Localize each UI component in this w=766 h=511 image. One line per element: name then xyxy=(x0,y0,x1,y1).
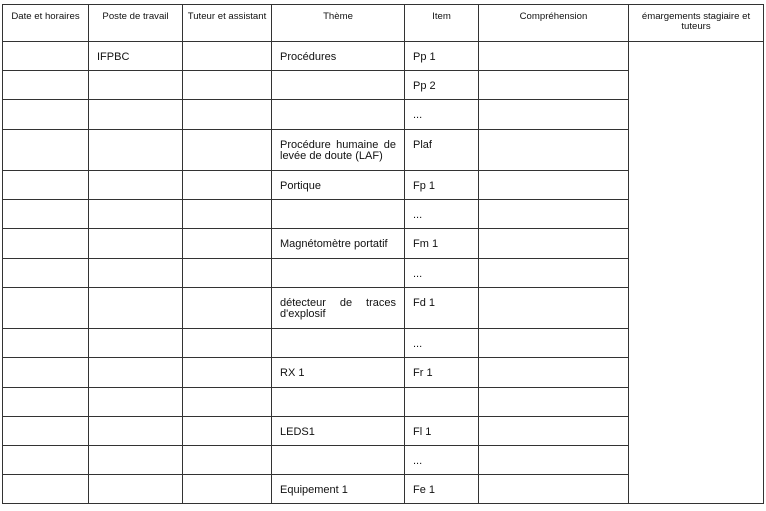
cell-tuteur xyxy=(183,329,272,358)
cell-date xyxy=(3,130,89,171)
cell-poste xyxy=(89,130,183,171)
cell-comprehension xyxy=(479,100,629,130)
cell-comprehension xyxy=(479,388,629,417)
cell-item: Fr 1 xyxy=(405,358,479,388)
cell-tuteur xyxy=(183,446,272,475)
cell-tuteur xyxy=(183,358,272,388)
cell-theme xyxy=(272,446,405,475)
cell-comprehension xyxy=(479,329,629,358)
cell-date xyxy=(3,358,89,388)
cell-item: ... xyxy=(405,259,479,288)
cell-theme xyxy=(272,200,405,229)
cell-comprehension xyxy=(479,229,629,259)
cell-poste xyxy=(89,200,183,229)
cell-poste xyxy=(89,71,183,100)
header-date: Date et horaires xyxy=(3,5,89,42)
cell-tuteur xyxy=(183,100,272,130)
cell-theme: Portique xyxy=(272,171,405,200)
cell-poste xyxy=(89,259,183,288)
cell-comprehension xyxy=(479,259,629,288)
cell-date xyxy=(3,446,89,475)
training-table xyxy=(2,4,764,504)
header-tuteur: Tuteur et assistant xyxy=(183,5,272,42)
cell-theme: détecteur de traces d'explosif xyxy=(272,288,405,329)
cell-theme: Procédures xyxy=(272,42,405,71)
cell-theme xyxy=(272,71,405,100)
cell-theme xyxy=(272,100,405,130)
cell-item: Fm 1 xyxy=(405,229,479,259)
cell-item: Pp 2 xyxy=(405,71,479,100)
cell-item: Fd 1 xyxy=(405,288,479,329)
cell-comprehension xyxy=(479,417,629,446)
cell-theme: Procédure humaine de levée de doute (LAF) xyxy=(272,130,405,171)
cell-poste xyxy=(89,475,183,504)
cell-comprehension xyxy=(479,358,629,388)
cell-tuteur xyxy=(183,42,272,71)
cell-date xyxy=(3,288,89,329)
cell-poste xyxy=(89,229,183,259)
cell-poste xyxy=(89,329,183,358)
cell-poste xyxy=(89,100,183,130)
cell-poste xyxy=(89,358,183,388)
cell-theme: RX 1 xyxy=(272,358,405,388)
cell-poste xyxy=(89,417,183,446)
header-emargements: émargements stagiaire et tuteurs xyxy=(629,5,764,42)
cell-item: ... xyxy=(405,446,479,475)
cell-theme xyxy=(272,388,405,417)
cell-date xyxy=(3,100,89,130)
cell-poste xyxy=(89,171,183,200)
cell-item: ... xyxy=(405,100,479,130)
cell-tuteur xyxy=(183,200,272,229)
cell-comprehension xyxy=(479,130,629,171)
cell-comprehension xyxy=(479,171,629,200)
cell-date xyxy=(3,417,89,446)
cell-date xyxy=(3,171,89,200)
cell-poste xyxy=(89,388,183,417)
cell-item: ... xyxy=(405,200,479,229)
header-comprehension: Compréhension xyxy=(479,5,629,42)
cell-poste: IFPBC xyxy=(89,42,183,71)
cell-comprehension xyxy=(479,475,629,504)
cell-comprehension xyxy=(479,200,629,229)
cell-tuteur xyxy=(183,475,272,504)
cell-tuteur xyxy=(183,171,272,200)
cell-theme xyxy=(272,329,405,358)
cell-tuteur xyxy=(183,130,272,171)
cell-date xyxy=(3,329,89,358)
header-poste: Poste de travail xyxy=(89,5,183,42)
cell-comprehension xyxy=(479,42,629,71)
cell-theme: LEDS1 xyxy=(272,417,405,446)
cell-date xyxy=(3,71,89,100)
cell-tuteur xyxy=(183,229,272,259)
cell-item: Fl 1 xyxy=(405,417,479,446)
cell-tuteur xyxy=(183,417,272,446)
cell-tuteur xyxy=(183,71,272,100)
cell-date xyxy=(3,475,89,504)
cell-tuteur xyxy=(183,388,272,417)
cell-theme xyxy=(272,259,405,288)
cell-comprehension xyxy=(479,446,629,475)
table-row xyxy=(3,42,764,71)
cell-date xyxy=(3,200,89,229)
header-item: Item xyxy=(405,5,479,42)
table-body xyxy=(3,42,764,504)
cell-item: Plaf xyxy=(405,130,479,171)
cell-item: ... xyxy=(405,329,479,358)
cell-date xyxy=(3,388,89,417)
header-theme: Thème xyxy=(272,5,405,42)
cell-item: Pp 1 xyxy=(405,42,479,71)
cell-tuteur xyxy=(183,288,272,329)
cell-date xyxy=(3,229,89,259)
cell-theme: Equipement 1 xyxy=(272,475,405,504)
cell-date xyxy=(3,42,89,71)
cell-date xyxy=(3,259,89,288)
cell-tuteur xyxy=(183,259,272,288)
header-row xyxy=(3,5,764,42)
cell-emargements xyxy=(629,42,764,504)
cell-item: Fe 1 xyxy=(405,475,479,504)
cell-item: Fp 1 xyxy=(405,171,479,200)
cell-poste xyxy=(89,446,183,475)
cell-poste xyxy=(89,288,183,329)
cell-comprehension xyxy=(479,71,629,100)
cell-comprehension xyxy=(479,288,629,329)
cell-theme: Magnétomètre portatif xyxy=(272,229,405,259)
cell-item xyxy=(405,388,479,417)
